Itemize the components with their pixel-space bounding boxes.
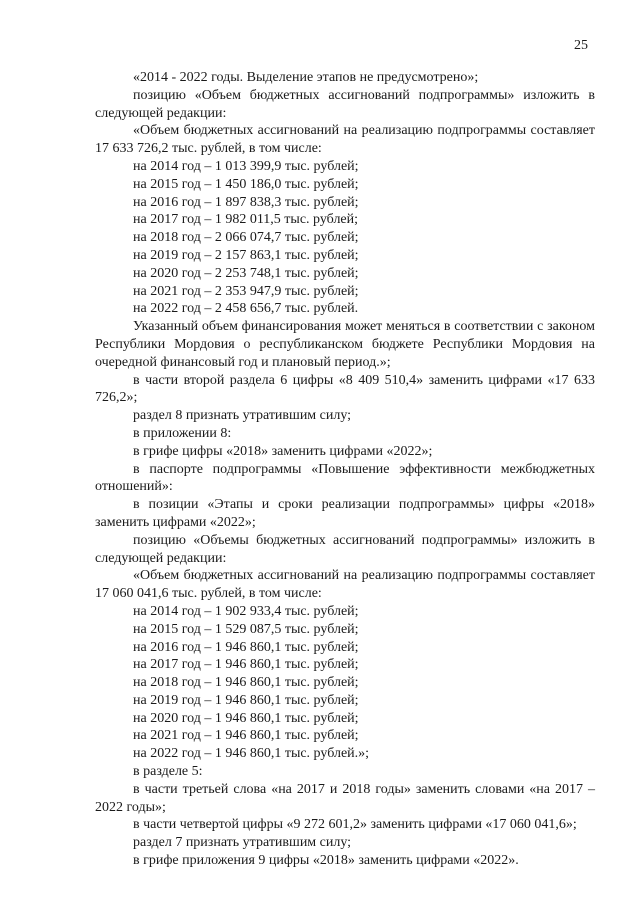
paragraph: в части четвертой цифры «9 272 601,2» заменить цифрами «17 060 041,6»; — [133, 817, 577, 833]
list-item: на 2015 год – 1 450 186,0 тыс. рублей; — [133, 176, 359, 192]
paragraph: Указанный объем финансирования может меняться в соответствии с законом Республики Мордовия о республиканском бюджете Республики Мордовия на очередной финансовый год и плановый период.»; — [95, 319, 595, 370]
list-item: на 2017 год – 1 982 011,5 тыс. рублей; — [133, 212, 359, 228]
list-item: на 2020 год – 1 946 860,1 тыс. рублей; — [133, 710, 359, 726]
list-item: на 2015 год – 1 529 087,5 тыс. рублей; — [133, 621, 359, 637]
paragraph: позицию «Объем бюджетных ассигнований подпрограммы» изложить в следующей редакции: — [95, 87, 595, 121]
paragraph: «2014 - 2022 годы. Выделение этапов не предусмотрено»; — [133, 70, 479, 85]
list-item: на 2017 год – 1 946 860,1 тыс. рублей; — [133, 657, 359, 673]
list-item: на 2021 год – 1 946 860,1 тыс. рублей; — [133, 728, 359, 744]
paragraph: в части второй раздела 6 цифры «8 409 510,4» заменить цифрами «17 633 726,2»; — [95, 372, 595, 406]
list-item: на 2019 год – 1 946 860,1 тыс. рублей; — [133, 692, 359, 708]
paragraph: позицию «Объемы бюджетных ассигнований подпрограммы» изложить в следующей редакции: — [95, 532, 595, 566]
list-item: на 2018 год – 2 066 074,7 тыс. рублей; — [133, 230, 359, 246]
paragraph: в части третьей слова «на 2017 и 2018 годы» заменить словами «на 2017 – 2022 годы»; — [95, 781, 595, 815]
paragraph: в приложении 8: — [133, 425, 232, 441]
paragraph: «Объем бюджетных ассигнований на реализацию подпрограммы составляет 17 060 041,6 тыс. рублей, в том числе: — [95, 568, 595, 602]
list-item: на 2016 год – 1 897 838,3 тыс. рублей; — [133, 194, 359, 210]
paragraph: в разделе 5: — [133, 764, 203, 780]
list-item: на 2016 год – 1 946 860,1 тыс. рублей; — [133, 639, 359, 655]
document-body — [95, 69, 595, 870]
list-item: на 2021 год – 2 353 947,9 тыс. рублей; — [133, 283, 359, 299]
list-item: на 2014 год – 1 902 933,4 тыс. рублей; — [133, 603, 359, 619]
list-item: на 2022 год – 1 946 860,1 тыс. рублей.»; — [133, 746, 370, 762]
list-item: на 2014 год – 1 013 399,9 тыс. рублей; — [133, 158, 359, 174]
list-item: на 2020 год – 2 253 748,1 тыс. рублей; — [133, 265, 359, 281]
page-number: 25 — [574, 38, 588, 53]
paragraph: «Объем бюджетных ассигнований на реализацию подпрограммы составляет 17 633 726,2 тыс. рублей, в том числе: — [95, 123, 595, 157]
paragraph: раздел 7 признать утратившим силу; — [133, 835, 352, 851]
list-item: на 2022 год – 2 458 656,7 тыс. рублей. — [133, 301, 359, 317]
list-item: на 2019 год – 2 157 863,1 тыс. рублей; — [133, 247, 359, 263]
paragraph: в позиции «Этапы и сроки реализации подпрограммы» цифры «2018» заменить цифрами «2022»; — [95, 497, 595, 530]
paragraph: в паспорте подпрограммы «Повышение эффективности межбюджетных отношений»: — [95, 461, 595, 495]
list-item: на 2018 год – 1 946 860,1 тыс. рублей; — [133, 675, 359, 691]
paragraph: в грифе цифры «2018» заменить цифрами «2022»; — [133, 443, 433, 459]
paragraph: раздел 8 признать утратившим силу; — [133, 408, 352, 424]
paragraph: в грифе приложения 9 цифры «2018» заменить цифрами «2022». — [133, 853, 519, 869]
